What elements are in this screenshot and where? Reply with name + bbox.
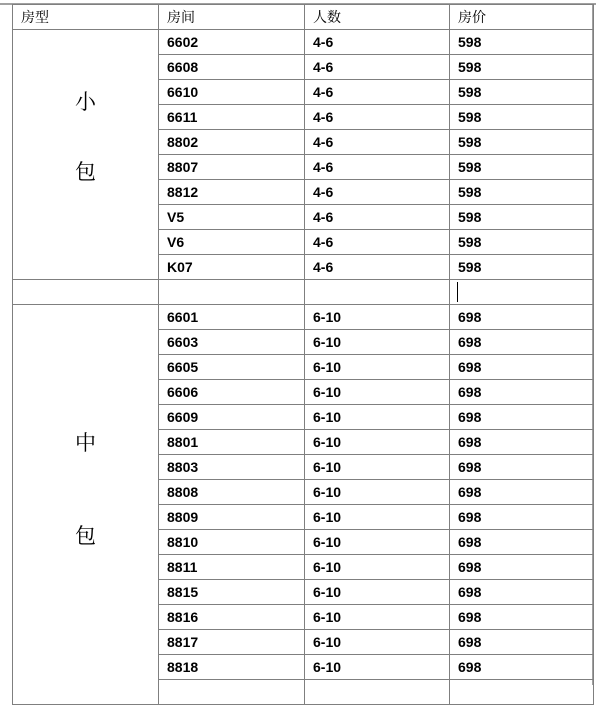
cell-price[interactable]: 598	[450, 155, 594, 180]
cell-people[interactable]: 6-10	[305, 405, 450, 430]
table-header-row	[13, 5, 594, 30]
room-type-char: 小	[75, 90, 96, 114]
cell-room[interactable]: 6601	[159, 305, 305, 330]
empty-cell[interactable]	[450, 680, 594, 705]
header-price[interactable]: 房价	[450, 5, 594, 30]
cell-room[interactable]: V6	[159, 230, 305, 255]
cell-people[interactable]: 6-10	[305, 580, 450, 605]
cell-price[interactable]: 598	[450, 180, 594, 205]
cell-room[interactable]: 8815	[159, 580, 305, 605]
cell-people[interactable]: 4-6	[305, 255, 450, 280]
room-type-char: 中	[75, 431, 96, 455]
cell-people[interactable]: 6-10	[305, 605, 450, 630]
cell-price[interactable]: 698	[450, 555, 594, 580]
cell-room[interactable]: 8809	[159, 505, 305, 530]
cell-room[interactable]: 6605	[159, 355, 305, 380]
cell-price[interactable]: 698	[450, 405, 594, 430]
empty-cell[interactable]	[305, 680, 450, 705]
blank-cell[interactable]	[159, 280, 305, 305]
cell-people[interactable]: 4-6	[305, 205, 450, 230]
cell-price[interactable]: 698	[450, 655, 594, 680]
cell-price[interactable]: 698	[450, 455, 594, 480]
cell-people[interactable]: 6-10	[305, 355, 450, 380]
cell-price[interactable]: 698	[450, 380, 594, 405]
header-room-type[interactable]: 房型	[13, 5, 159, 30]
cell-room[interactable]: 6611	[159, 105, 305, 130]
cell-room[interactable]: 8816	[159, 605, 305, 630]
cell-room[interactable]: 6602	[159, 30, 305, 55]
empty-cell[interactable]	[159, 680, 305, 705]
cell-room[interactable]: 8811	[159, 555, 305, 580]
table-row	[13, 30, 594, 55]
room-type-char: 包	[75, 160, 96, 184]
cell-people[interactable]: 6-10	[305, 330, 450, 355]
header-people[interactable]: 人数	[305, 5, 450, 30]
table-row	[13, 305, 594, 330]
cell-people[interactable]: 6-10	[305, 380, 450, 405]
cell-room[interactable]: K07	[159, 255, 305, 280]
cell-room[interactable]: 8803	[159, 455, 305, 480]
cell-room[interactable]: 8802	[159, 130, 305, 155]
cell-room[interactable]: 8812	[159, 180, 305, 205]
blank-cell[interactable]	[305, 280, 450, 305]
cell-price[interactable]: 698	[450, 630, 594, 655]
cell-people[interactable]: 4-6	[305, 180, 450, 205]
cell-price[interactable]: 598	[450, 30, 594, 55]
cell-people[interactable]: 6-10	[305, 305, 450, 330]
blank-row	[13, 280, 594, 305]
room-price-table	[12, 4, 594, 705]
cell-price[interactable]: 698	[450, 305, 594, 330]
room-type-label	[13, 30, 158, 279]
cell-room[interactable]: V5	[159, 205, 305, 230]
cell-people[interactable]: 4-6	[305, 155, 450, 180]
cell-price[interactable]: 698	[450, 355, 594, 380]
cell-people[interactable]: 4-6	[305, 30, 450, 55]
cell-people[interactable]: 6-10	[305, 555, 450, 580]
cell-price[interactable]: 598	[450, 230, 594, 255]
cell-people[interactable]: 4-6	[305, 55, 450, 80]
cell-room[interactable]: 6603	[159, 330, 305, 355]
header-room[interactable]: 房间	[159, 5, 305, 30]
cell-room[interactable]: 8808	[159, 480, 305, 505]
blank-cell[interactable]	[13, 280, 159, 305]
cell-price[interactable]: 698	[450, 605, 594, 630]
cell-room[interactable]: 8818	[159, 655, 305, 680]
cell-people[interactable]: 6-10	[305, 630, 450, 655]
cell-people[interactable]: 4-6	[305, 105, 450, 130]
room-type-cell-small[interactable]	[13, 30, 159, 280]
cell-price[interactable]: 598	[450, 255, 594, 280]
cell-people[interactable]: 6-10	[305, 455, 450, 480]
blank-cell[interactable]	[450, 280, 594, 305]
cell-price[interactable]: 598	[450, 105, 594, 130]
cell-room[interactable]: 6609	[159, 405, 305, 430]
cell-room[interactable]: 8807	[159, 155, 305, 180]
cell-price[interactable]: 698	[450, 505, 594, 530]
cell-price[interactable]: 598	[450, 130, 594, 155]
cell-room[interactable]: 6608	[159, 55, 305, 80]
room-type-cell-medium[interactable]	[13, 305, 159, 705]
cell-people[interactable]: 6-10	[305, 505, 450, 530]
cell-people[interactable]: 6-10	[305, 430, 450, 455]
cell-price[interactable]: 698	[450, 530, 594, 555]
cell-people[interactable]: 6-10	[305, 655, 450, 680]
room-type-label	[13, 305, 158, 704]
cell-people[interactable]: 4-6	[305, 230, 450, 255]
cell-price[interactable]: 698	[450, 480, 594, 505]
text-cursor	[457, 282, 458, 302]
cell-price[interactable]: 598	[450, 205, 594, 230]
cell-people[interactable]: 4-6	[305, 80, 450, 105]
cell-price[interactable]: 598	[450, 80, 594, 105]
cell-people[interactable]: 4-6	[305, 130, 450, 155]
cell-room[interactable]: 8810	[159, 530, 305, 555]
cell-people[interactable]: 6-10	[305, 480, 450, 505]
cell-room[interactable]: 6610	[159, 80, 305, 105]
cell-room[interactable]: 6606	[159, 380, 305, 405]
cell-price[interactable]: 698	[450, 330, 594, 355]
cell-price[interactable]: 598	[450, 55, 594, 80]
room-type-char: 包	[75, 524, 96, 548]
cell-room[interactable]: 8801	[159, 430, 305, 455]
cell-price[interactable]: 698	[450, 580, 594, 605]
cell-room[interactable]: 8817	[159, 630, 305, 655]
cell-people[interactable]: 6-10	[305, 530, 450, 555]
cell-price[interactable]: 698	[450, 430, 594, 455]
